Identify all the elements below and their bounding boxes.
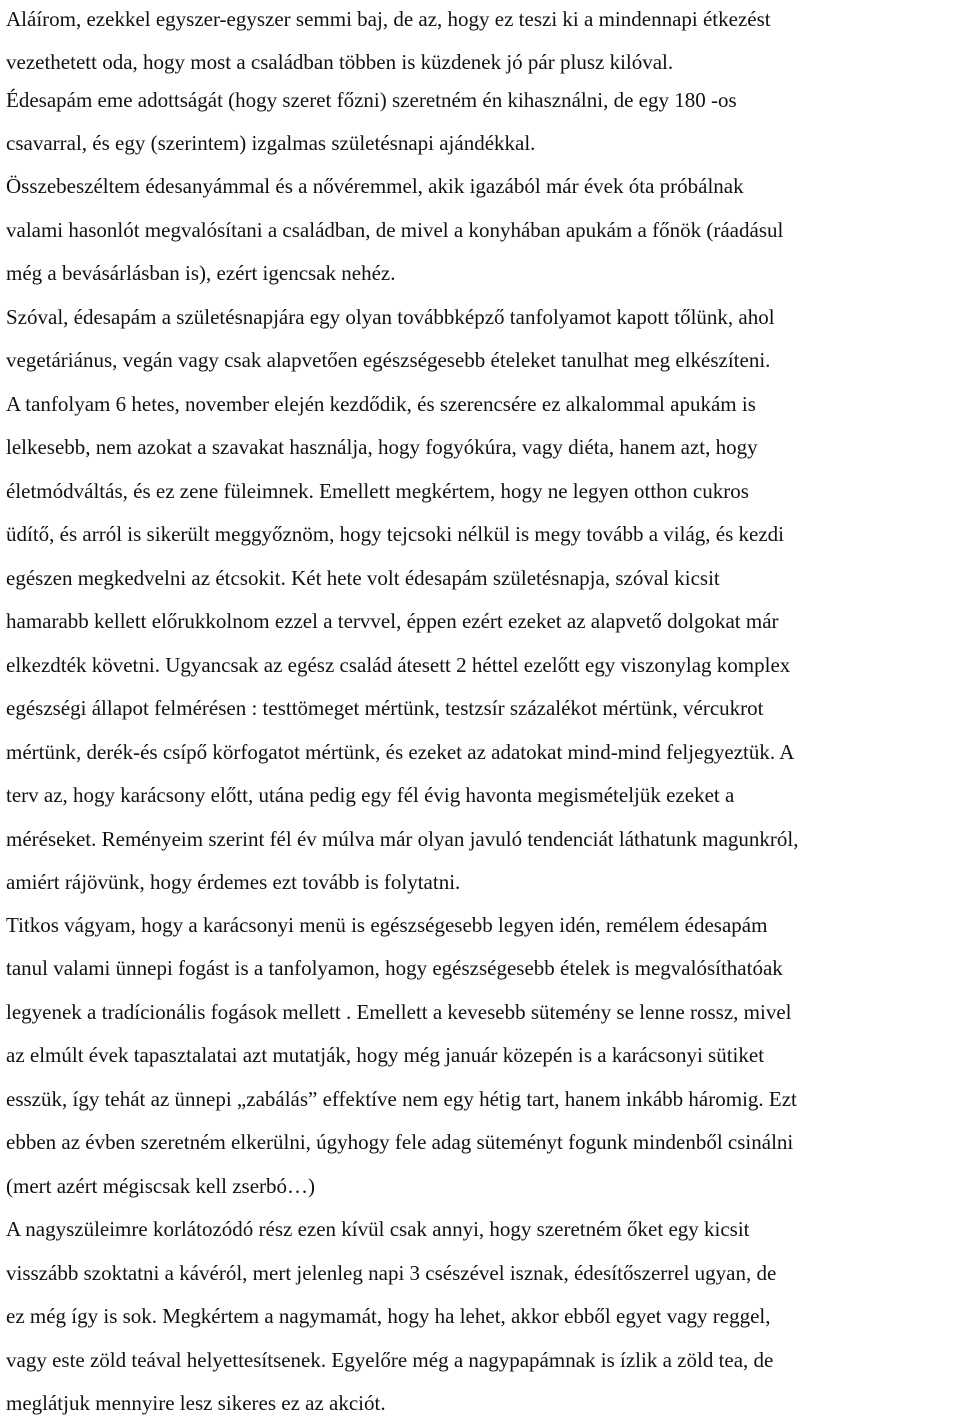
text-line: az elmúlt évek tapasztalatai azt mutatják, hogy még január közepén is a karácsonyi sütiket — [6, 1043, 765, 1067]
text-line: (mert azért mégiscsak kell zserbó…) — [6, 1174, 316, 1198]
text-line: életmódváltás, és ez zene füleimnek. Emellett megkértem, hogy ne legyen otthon cukros — [6, 479, 749, 503]
text-line: Összebeszéltem édesanyámmal és a nővéremmel, akik igazából már évek óta próbálnak — [6, 174, 744, 198]
text-line: egészségi állapot felmérésen : testtömeget mértünk, testzsír százalékot mértünk, vércukrot — [6, 696, 764, 720]
text-line: elkezdték követni. Ugyancsak az egész család átesett 2 héttel ezelőtt egy viszonylag komplex — [6, 653, 791, 677]
text-line: hamarabb kellett előrukkolnom ezzel a tervvel, éppen ezért ezeket az alapvető dolgokat már — [6, 609, 779, 633]
text-line: visszább szoktatni a kávéról, mert jelenleg napi 3 csészével isznak, édesítőszerrel ugyan, de — [6, 1261, 777, 1285]
text-line: meglátjuk mennyire lesz sikeres ez az akciót. — [6, 1391, 386, 1415]
text-line: A tanfolyam 6 hetes, november elején kezdődik, és szerencsére ez alkalommal apukám is — [6, 392, 756, 416]
text-line: méréseket. Reményeim szerint fél év múlva már olyan javuló tendenciát láthatunk magunkról, — [6, 827, 799, 851]
text-line: ebben az évben szeretném elkerülni, úgyhogy fele adag süteményt fogunk mindenből csinálni — [6, 1130, 794, 1154]
text-line: amiért rájövünk, hogy érdemes ezt tovább is folytatni. — [6, 870, 461, 894]
text-line: Titkos vágyam, hogy a karácsonyi menü is egészségesebb legyen idén, remélem édesapám — [6, 913, 768, 937]
text-line: vezethetett oda, hogy most a családban többen is küzdenek jó pár plusz kilóval. — [6, 50, 674, 74]
text-line: Édesapám eme adottságát (hogy szeret főzni) szeretném én kihasználni, de egy 180 -os — [6, 88, 737, 112]
text-line: A nagyszüleimre korlátozódó rész ezen kívül csak annyi, hogy szeretném őket egy kicsit — [6, 1217, 750, 1241]
text-line: tanul valami ünnepi fogást is a tanfolyamon, hogy egészségesebb ételek is megvalósíthatóak — [6, 956, 783, 980]
text-line: Aláírom, ezekkel egyszer-egyszer semmi baj, de az, hogy ez teszi ki a mindennapi étkezést — [6, 7, 771, 31]
text-line: terv az, hogy karácsony előtt, utána pedig egy fél évig havonta megismételjük ezeket a — [6, 783, 735, 807]
text-line: lelkesebb, nem azokat a szavakat használja, hogy fogyókúra, vagy diéta, hanem azt, hogy — [6, 435, 758, 459]
text-line: ez még így is sok. Megkértem a nagymamát, hogy ha lehet, akkor ebből egyet vagy reggel, — [6, 1304, 771, 1328]
text-line: valami hasonlót megvalósítani a családban, de mivel a konyhában apukám a főnök (ráadásul — [6, 218, 784, 242]
text-line: vagy este zöld teával helyettesítsenek. Egyelőre még a nagypapámnak is ízlik a zöld tea, de — [6, 1348, 774, 1372]
text-line: csavarral, és egy (szerintem) izgalmas születésnapi ajándékkal. — [6, 131, 536, 155]
text-line: vegetáriánus, vegán vagy csak alapvetően egészségesebb ételeket tanulhat meg elkészíteni. — [6, 348, 771, 372]
text-line: még a bevásárlásban is), ezért igencsak nehéz. — [6, 261, 396, 285]
text-line: Szóval, édesapám a születésnapjára egy olyan továbbképző tanfolyamot kapott tőlünk, ahol — [6, 305, 775, 329]
text-line: egészen megkedvelni az étcsokit. Két hete volt édesapám születésnapja, szóval kicsit — [6, 566, 720, 590]
text-line: mértünk, derék-és csípő körfogatot mértünk, és ezeket az adatokat mind-mind feljegyeztük. A — [6, 740, 795, 764]
text-line: legyenek a tradícionális fogások mellett . Emellett a kevesebb sütemény se lenne rossz, mivel — [6, 1000, 792, 1024]
text-line: üdítő, és arról is sikerült meggyőznöm, hogy tejcsoki nélkül is megy tovább a világ, és kezdi — [6, 522, 785, 546]
text-line: esszük, így tehát az ünnepi „zabálás” effektíve nem egy hétig tart, hanem inkább háromig. Ezt — [6, 1087, 797, 1111]
